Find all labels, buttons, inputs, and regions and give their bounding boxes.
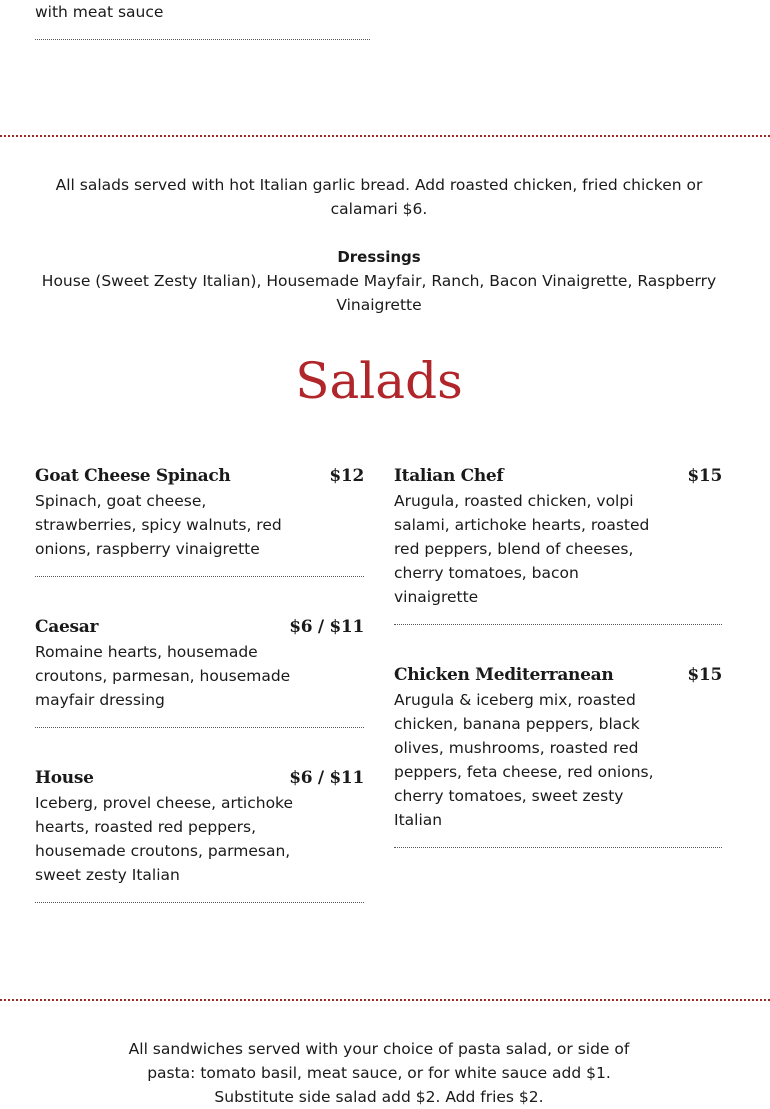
menu-item-name: Italian Chef <box>394 466 504 486</box>
menu-item-description: Spinach, goat cheese, strawberries, spicy walnuts, red onions, raspberry vinaigrette <box>35 492 282 558</box>
menu-item-price: $6 / $11 <box>289 768 364 788</box>
menu-item-name: House <box>35 768 94 788</box>
section-title: Salads <box>295 352 463 410</box>
item-divider <box>35 727 364 728</box>
menu-item-description: Arugula & iceberg mix, roasted chicken, banana peppers, black olives, mushrooms, roasted red peppers, feta cheese, red onions, cherry tomatoes, sweet zesty Italian <box>394 691 654 829</box>
menu-item-name: Chicken Mediterranean <box>394 665 614 685</box>
menu-item-price: $12 <box>329 466 364 486</box>
menu-item-name: Caesar <box>35 617 99 637</box>
menu-item <box>394 464 722 626</box>
menu-item-price: $15 <box>687 665 722 685</box>
item-divider <box>35 39 370 40</box>
sandwich-note: All sandwiches served with your choice of pasta salad, or side of pasta: tomato basil, meat sauce, or for white sauce add $1. Substitute side salad add $2. Add fries $2. <box>128 1040 630 1106</box>
menu-item-price: $6 / $11 <box>289 617 364 637</box>
dressings-list: House (Sweet Zesty Italian), Housemade Mayfair, Ranch, Bacon Vinaigrette, Raspberry Vinaigrette <box>41 272 717 314</box>
menu-item <box>394 663 722 849</box>
item-divider <box>394 624 722 625</box>
menu-item-description: Arugula, roasted chicken, volpi salami, artichoke hearts, roasted red peppers, blend of cheeses, cherry tomatoes, bacon vinaigrette <box>394 492 650 606</box>
dressings-heading: Dressings <box>337 248 421 266</box>
menu-item <box>35 615 364 729</box>
menu-item-price: $15 <box>687 466 722 486</box>
menu-item <box>35 464 364 578</box>
previous-item-description-tail: with meat sauce <box>35 3 164 21</box>
section-divider <box>0 135 770 137</box>
menu-item-description: Romaine hearts, housemade croutons, parmesan, housemade mayfair dressing <box>35 643 291 709</box>
salad-note: All salads served with hot Italian garlic bread. Add roasted chicken, fried chicken or calamari $6. <box>55 176 703 218</box>
item-divider <box>35 902 364 903</box>
menu-item-description: Iceberg, provel cheese, artichoke hearts, roasted red peppers, housemade croutons, parmesan, sweet zesty Italian <box>35 794 294 884</box>
item-divider <box>394 847 722 848</box>
item-divider <box>35 576 364 577</box>
section-divider <box>0 999 770 1001</box>
menu-item-name: Goat Cheese Spinach <box>35 466 231 486</box>
menu-item <box>35 766 364 904</box>
